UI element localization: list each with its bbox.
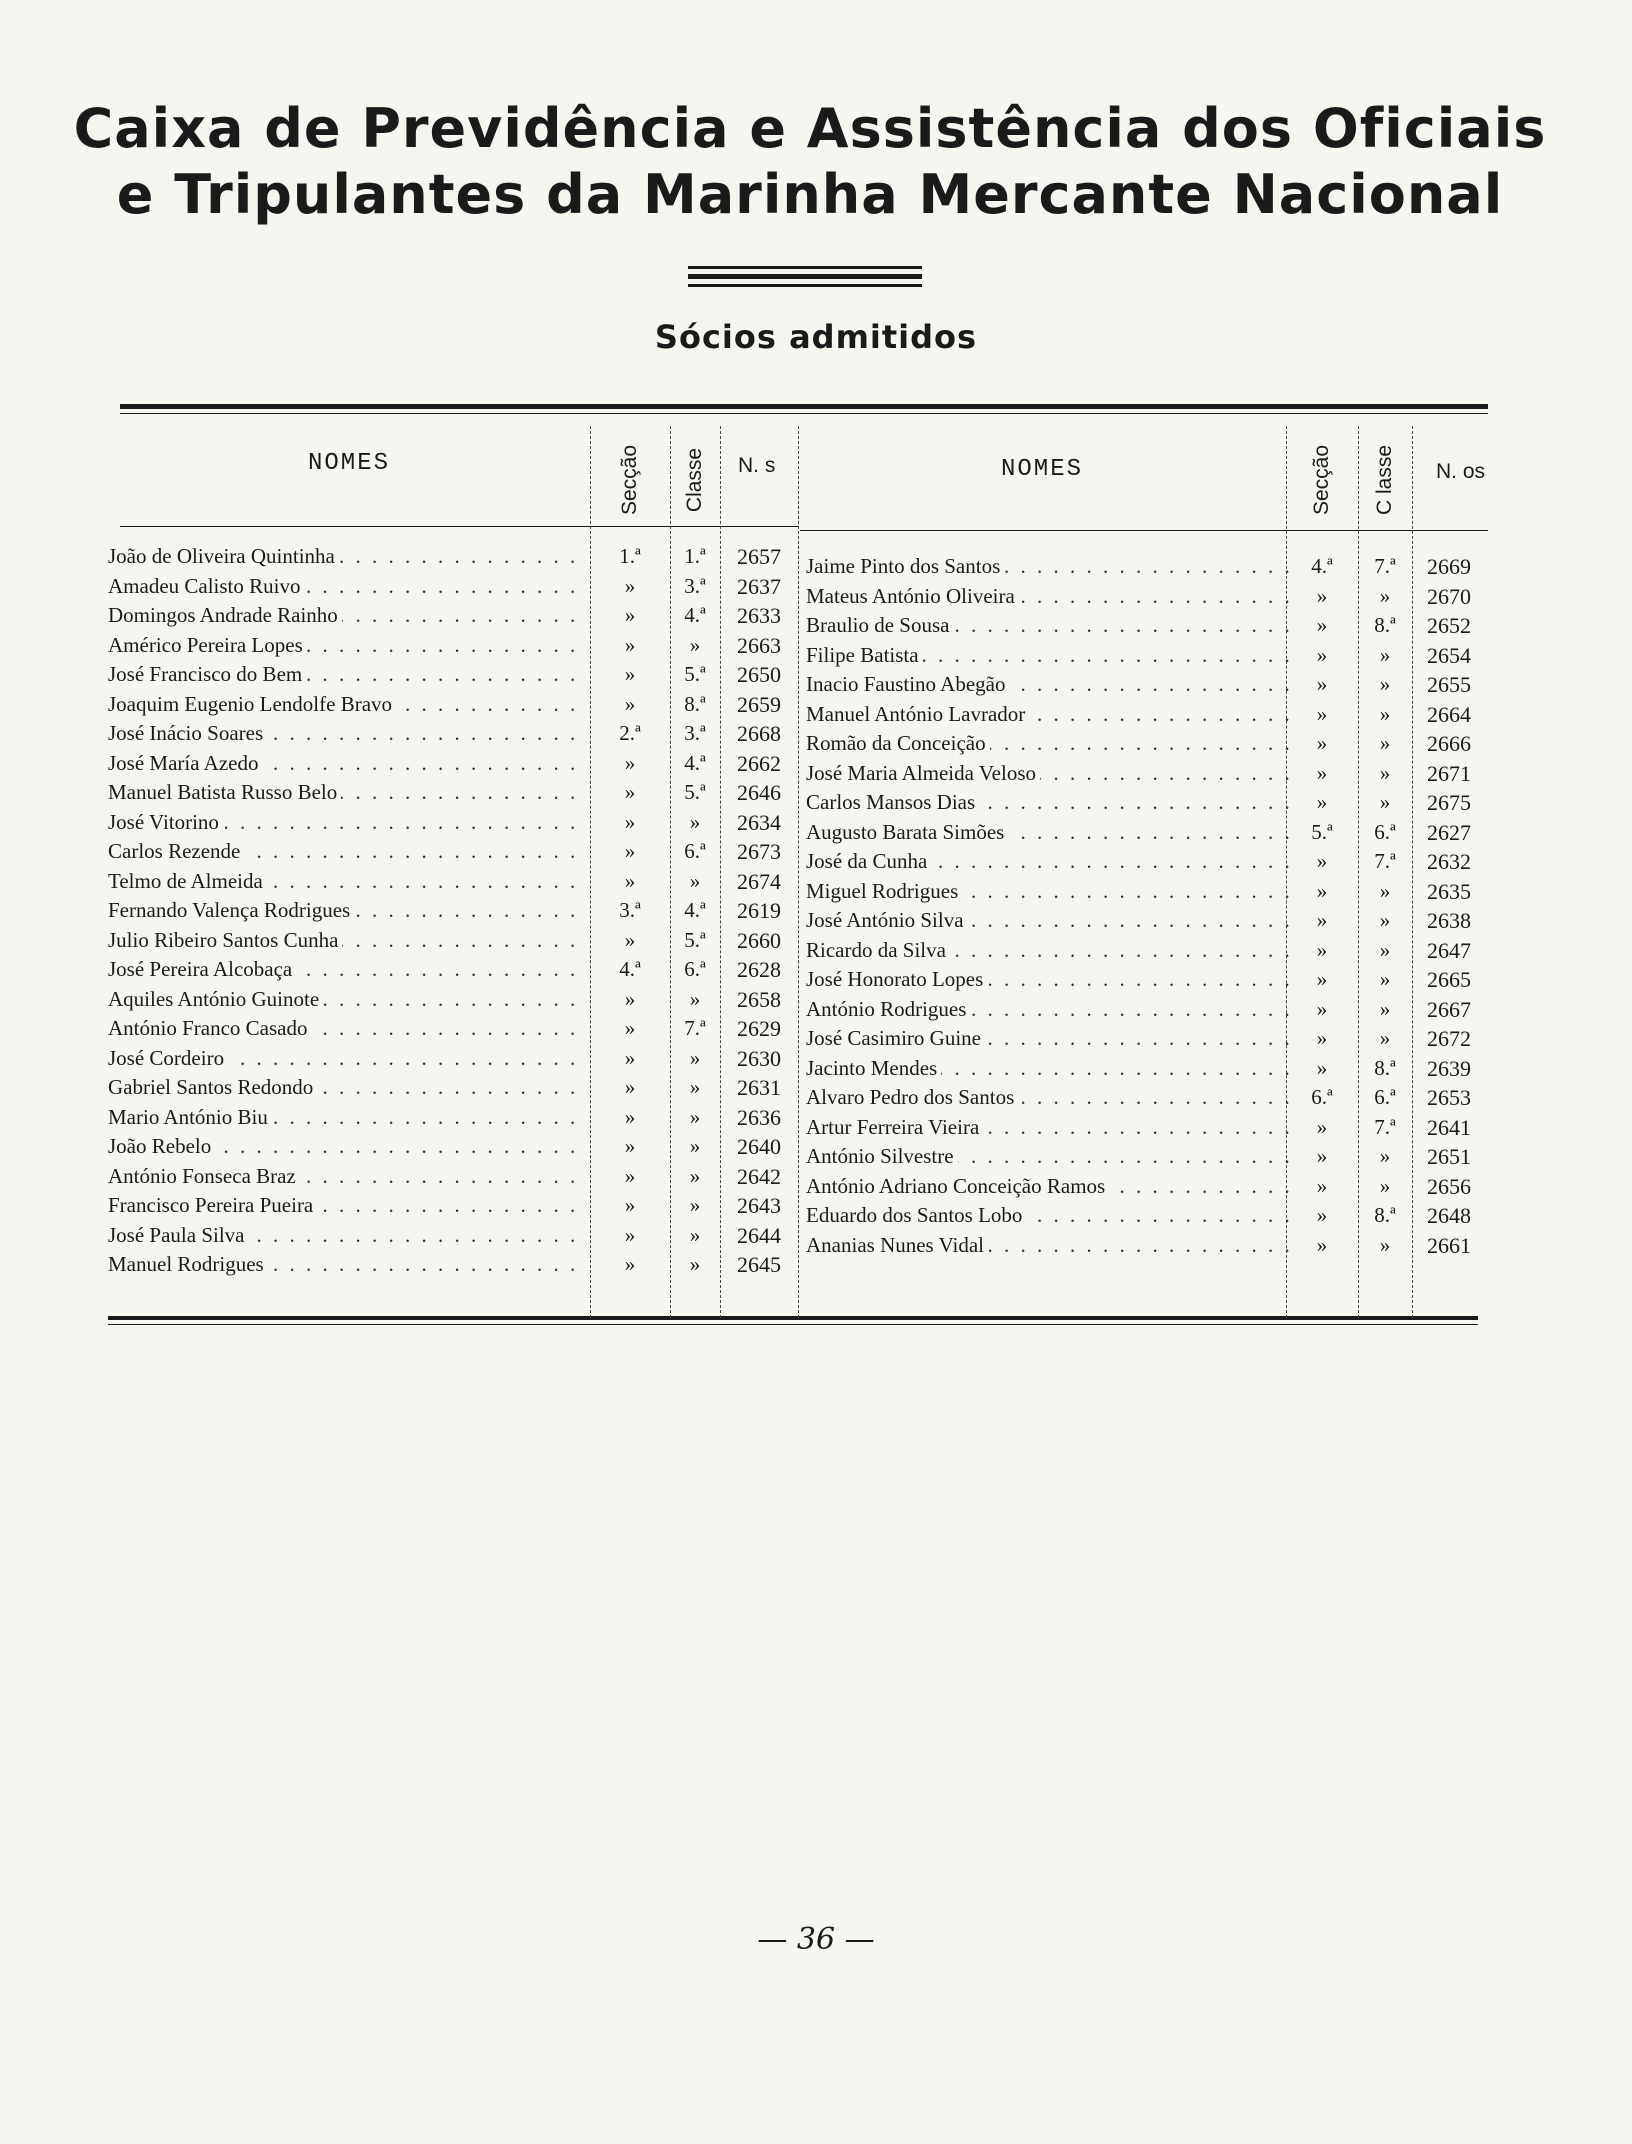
table-row bbox=[108, 1250, 798, 1280]
member-classe: » bbox=[1379, 878, 1391, 903]
table-row bbox=[108, 896, 798, 926]
member-classe: » bbox=[1379, 642, 1391, 667]
member-name: José António Silva . . . bbox=[806, 906, 1290, 936]
column-header-seccao: Secção bbox=[617, 444, 641, 516]
member-classe: 3.ª bbox=[684, 721, 706, 745]
member-name: Gabriel Santos Redondo . . . bbox=[108, 1073, 586, 1103]
member-classe: 7.ª bbox=[1374, 849, 1396, 873]
member-numero: 2666 bbox=[1427, 731, 1471, 756]
member-numero: 2651 bbox=[1427, 1144, 1471, 1169]
member-classe: 7.ª bbox=[1374, 1114, 1396, 1139]
member-name: José Francisco do Bem . . . bbox=[108, 660, 586, 690]
member-seccao: » bbox=[1316, 583, 1328, 608]
member-numero: 2635 bbox=[1427, 878, 1471, 904]
member-classe: 6.ª bbox=[684, 957, 706, 981]
member-classe: » bbox=[1379, 790, 1391, 814]
member-classe: 1.ª bbox=[684, 544, 706, 568]
member-classe: » bbox=[689, 1134, 701, 1158]
member-name: Amadeu Calisto Ruivo . . . bbox=[108, 572, 586, 602]
member-classe: » bbox=[689, 868, 701, 893]
table-bottom-rule-thin bbox=[108, 1324, 1478, 1325]
table-row bbox=[108, 1073, 798, 1103]
member-numero: 2638 bbox=[1427, 908, 1471, 933]
member-classe: 8.ª bbox=[684, 691, 706, 716]
member-seccao: » bbox=[624, 691, 636, 716]
member-name: Domingos Andrade Rainho . . . bbox=[108, 601, 586, 631]
table-row bbox=[798, 877, 1486, 907]
member-classe: 7.ª bbox=[684, 1016, 706, 1040]
table-row bbox=[798, 847, 1486, 877]
table-row bbox=[798, 936, 1486, 966]
table-row bbox=[798, 641, 1486, 671]
member-numero: 2637 bbox=[737, 573, 781, 599]
member-numero: 2632 bbox=[1427, 849, 1471, 874]
member-seccao: » bbox=[1316, 967, 1328, 991]
member-seccao: » bbox=[624, 1163, 636, 1188]
member-name: Aquiles António Guinote . . . bbox=[108, 985, 586, 1015]
member-classe: » bbox=[689, 1222, 701, 1247]
member-name: José Honorato Lopes . . . bbox=[806, 965, 1290, 995]
member-seccao: 4.ª bbox=[619, 957, 641, 981]
member-seccao: » bbox=[624, 750, 636, 775]
section-subtitle: Sócios admitidos bbox=[654, 318, 978, 356]
title-rule-1 bbox=[688, 266, 922, 269]
member-numero: 2669 bbox=[1427, 554, 1471, 579]
member-seccao: » bbox=[624, 1045, 636, 1070]
member-classe: » bbox=[689, 1104, 701, 1129]
member-classe: 6.ª bbox=[684, 839, 706, 863]
table-left-panel bbox=[108, 426, 798, 1318]
member-seccao: » bbox=[1316, 1144, 1328, 1168]
member-numero: 2656 bbox=[1427, 1173, 1471, 1199]
table-row bbox=[798, 1231, 1486, 1261]
member-seccao: » bbox=[1316, 1173, 1328, 1198]
table-row bbox=[798, 1113, 1486, 1143]
member-classe: 6.ª bbox=[1374, 819, 1396, 844]
member-name: Jacinto Mendes . . . bbox=[806, 1054, 1290, 1084]
table-row bbox=[108, 1132, 798, 1162]
member-seccao: » bbox=[1316, 731, 1328, 755]
member-seccao: » bbox=[624, 1193, 636, 1217]
member-classe: » bbox=[1379, 760, 1391, 785]
table-top-rule-thin bbox=[120, 413, 1488, 414]
member-classe: » bbox=[1379, 908, 1391, 932]
member-numero: 2633 bbox=[737, 603, 781, 628]
table-row bbox=[798, 818, 1486, 848]
member-name: Mario António Biu . . . bbox=[108, 1103, 586, 1133]
member-numero: 2672 bbox=[1427, 1026, 1471, 1051]
table-row bbox=[798, 611, 1486, 641]
member-classe: 5.ª bbox=[684, 927, 706, 952]
table-row bbox=[108, 808, 798, 838]
member-numero: 2630 bbox=[737, 1045, 781, 1071]
member-seccao: 2.ª bbox=[619, 721, 641, 745]
member-classe: » bbox=[1379, 1026, 1391, 1050]
member-classe: » bbox=[1379, 1232, 1391, 1257]
member-name: José Cordeiro . . . bbox=[108, 1044, 586, 1074]
member-numero: 2661 bbox=[1427, 1232, 1471, 1258]
member-numero: 2636 bbox=[737, 1104, 781, 1130]
member-name: Jaime Pinto dos Santos . . . bbox=[806, 552, 1290, 582]
member-name: José Inácio Soares . . . bbox=[108, 719, 586, 749]
member-numero: 2675 bbox=[1427, 790, 1471, 815]
member-classe: » bbox=[1379, 731, 1391, 755]
member-seccao: » bbox=[624, 1016, 636, 1040]
member-classe: » bbox=[1379, 1144, 1391, 1168]
member-seccao: » bbox=[1316, 908, 1328, 932]
member-name: Ricardo da Silva . . . bbox=[806, 936, 1290, 966]
table-row bbox=[798, 759, 1486, 789]
member-seccao: » bbox=[624, 1075, 636, 1099]
table-row bbox=[798, 552, 1486, 582]
member-name: António Fonseca Braz . . . bbox=[108, 1162, 586, 1192]
member-seccao: » bbox=[624, 1104, 636, 1129]
column-header-classe: Classe bbox=[683, 447, 707, 513]
table-row bbox=[798, 582, 1486, 612]
member-name: Fernando Valença Rodrigues . . . bbox=[108, 896, 586, 926]
member-seccao: » bbox=[624, 868, 636, 893]
member-name: Braulio de Sousa . . . bbox=[806, 611, 1290, 641]
member-classe: 5.ª bbox=[684, 662, 706, 686]
member-name: Miguel Rodrigues . . . bbox=[806, 877, 1290, 907]
member-numero: 2667 bbox=[1427, 996, 1471, 1022]
table-row bbox=[108, 719, 798, 749]
member-numero: 2658 bbox=[737, 986, 781, 1012]
member-seccao: 1.ª bbox=[619, 544, 641, 568]
table-row bbox=[798, 1172, 1486, 1202]
member-name: Filipe Batista . . . bbox=[806, 641, 1290, 671]
table-row bbox=[798, 1083, 1486, 1113]
table-row bbox=[798, 670, 1486, 700]
member-numero: 2673 bbox=[737, 839, 781, 864]
member-seccao: » bbox=[1316, 849, 1328, 873]
title-rule-3 bbox=[688, 284, 922, 287]
member-name: José Paula Silva . . . bbox=[108, 1221, 586, 1251]
member-numero: 2634 bbox=[737, 809, 781, 835]
member-seccao: » bbox=[624, 839, 636, 863]
column-header-seccao-right: Secção bbox=[1309, 444, 1333, 516]
member-numero: 2642 bbox=[737, 1163, 781, 1189]
title-line-2: e Tripulantes da Marinha Mercante Nacional bbox=[116, 163, 1504, 226]
member-name: José Pereira Alcobaça . . . bbox=[108, 955, 586, 985]
member-seccao: » bbox=[1316, 1203, 1328, 1227]
table-row bbox=[108, 572, 798, 602]
member-name: Joaquim Eugenio Lendolfe Bravo . . . bbox=[108, 690, 586, 720]
table-row bbox=[108, 985, 798, 1015]
member-seccao: » bbox=[1316, 672, 1328, 696]
member-numero: 2668 bbox=[737, 721, 781, 746]
member-name: António Franco Casado . . . bbox=[108, 1014, 586, 1044]
member-seccao: » bbox=[1316, 642, 1328, 667]
member-numero: 2662 bbox=[737, 750, 781, 776]
member-seccao: » bbox=[1316, 701, 1328, 726]
member-seccao: 5.ª bbox=[1311, 819, 1333, 844]
table-row bbox=[108, 660, 798, 690]
column-header-numero-right: N. os bbox=[1436, 460, 1486, 483]
table-row bbox=[798, 1201, 1486, 1231]
member-numero: 2654 bbox=[1427, 642, 1471, 668]
member-classe: » bbox=[689, 1163, 701, 1188]
table-row bbox=[108, 1191, 798, 1221]
table-row bbox=[108, 1162, 798, 1192]
member-name: José Casimiro Guine . . . bbox=[806, 1024, 1290, 1054]
member-numero: 2657 bbox=[737, 544, 781, 569]
table-row bbox=[798, 1142, 1486, 1172]
member-classe: 7.ª bbox=[1374, 554, 1396, 578]
member-seccao: » bbox=[624, 632, 636, 657]
member-name: Américo Pereira Lopes . . . bbox=[108, 631, 586, 661]
member-seccao: » bbox=[1316, 1232, 1328, 1257]
member-seccao: » bbox=[1316, 760, 1328, 785]
member-numero: 2650 bbox=[737, 662, 781, 687]
member-classe: » bbox=[689, 809, 701, 834]
table-row bbox=[798, 906, 1486, 936]
member-name: Augusto Barata Simões . . . bbox=[806, 818, 1290, 848]
member-numero: 2652 bbox=[1427, 613, 1471, 638]
member-name: Manuel Batista Russo Belo . . . bbox=[108, 778, 586, 808]
member-seccao: » bbox=[624, 573, 636, 598]
member-seccao: » bbox=[1316, 937, 1328, 962]
member-name: Carlos Mansos Dias . . . bbox=[806, 788, 1290, 818]
member-seccao: » bbox=[624, 603, 636, 627]
member-seccao: » bbox=[1316, 613, 1328, 637]
member-numero: 2653 bbox=[1427, 1085, 1471, 1110]
table-row bbox=[108, 778, 798, 808]
title-rule-2 bbox=[688, 274, 922, 279]
member-seccao: » bbox=[624, 1252, 636, 1276]
member-classe: 8.ª bbox=[1374, 1203, 1396, 1227]
member-classe: 3.ª bbox=[684, 573, 706, 598]
member-numero: 2629 bbox=[737, 1016, 781, 1041]
member-classe: » bbox=[689, 1075, 701, 1099]
member-name: José María Azedo . . . bbox=[108, 749, 586, 779]
table-row bbox=[108, 542, 798, 572]
table-right-rows bbox=[798, 552, 1486, 1260]
member-name: António Rodrigues . . . bbox=[806, 995, 1290, 1025]
member-seccao: » bbox=[1316, 1055, 1328, 1080]
member-classe: 4.ª bbox=[684, 750, 706, 775]
member-seccao: » bbox=[624, 927, 636, 952]
member-name: Manuel Rodrigues . . . bbox=[108, 1250, 586, 1280]
member-name: Romão da Conceição . . . bbox=[806, 729, 1290, 759]
table-row bbox=[108, 1044, 798, 1074]
member-classe: 8.ª bbox=[1374, 613, 1396, 637]
page-title bbox=[60, 96, 1560, 228]
member-seccao: » bbox=[1316, 1114, 1328, 1139]
member-numero: 2631 bbox=[737, 1075, 781, 1100]
table-row bbox=[108, 1221, 798, 1251]
table-row bbox=[798, 1024, 1486, 1054]
member-seccao: » bbox=[624, 1222, 636, 1247]
member-classe: » bbox=[1379, 672, 1391, 696]
member-numero: 2619 bbox=[737, 898, 781, 923]
member-numero: 2670 bbox=[1427, 583, 1471, 609]
member-classe: » bbox=[1379, 701, 1391, 726]
member-numero: 2659 bbox=[737, 691, 781, 717]
member-name: Telmo de Almeida . . . bbox=[108, 867, 586, 897]
member-classe: » bbox=[689, 1193, 701, 1217]
member-name: Inacio Faustino Abegão . . . bbox=[806, 670, 1290, 700]
table-row bbox=[108, 749, 798, 779]
table-row bbox=[798, 788, 1486, 818]
member-numero: 2645 bbox=[737, 1252, 781, 1277]
table-row bbox=[108, 837, 798, 867]
member-numero: 2647 bbox=[1427, 937, 1471, 963]
member-seccao: 6.ª bbox=[1311, 1085, 1333, 1109]
member-classe: » bbox=[689, 986, 701, 1011]
member-classe: 8.ª bbox=[1374, 1055, 1396, 1080]
member-name: Artur Ferreira Vieira . . . bbox=[806, 1113, 1290, 1143]
member-name: José da Cunha . . . bbox=[806, 847, 1290, 877]
table-row bbox=[108, 690, 798, 720]
table-right-panel bbox=[798, 426, 1486, 1318]
column-header-numero: N. s bbox=[738, 454, 776, 477]
member-seccao: » bbox=[624, 1134, 636, 1158]
table-row bbox=[108, 955, 798, 985]
member-classe: » bbox=[1379, 1173, 1391, 1198]
member-name: João de Oliveira Quintinha . . . bbox=[108, 542, 586, 572]
member-numero: 2663 bbox=[737, 632, 781, 658]
member-name: Alvaro Pedro dos Santos . . . bbox=[806, 1083, 1290, 1113]
member-seccao: » bbox=[624, 780, 636, 804]
member-seccao: » bbox=[624, 986, 636, 1011]
member-classe: 4.ª bbox=[684, 603, 706, 627]
member-numero: 2665 bbox=[1427, 967, 1471, 992]
member-classe: » bbox=[1379, 583, 1391, 608]
table-row bbox=[798, 965, 1486, 995]
page-number: — 36 — bbox=[757, 1922, 875, 1957]
member-numero: 2644 bbox=[737, 1222, 781, 1248]
member-name: António Silvestre . . . bbox=[806, 1142, 1290, 1172]
member-numero: 2648 bbox=[1427, 1203, 1471, 1228]
member-classe: » bbox=[689, 1252, 701, 1276]
table-row bbox=[798, 729, 1486, 759]
member-numero: 2641 bbox=[1427, 1114, 1471, 1140]
table-row bbox=[798, 1054, 1486, 1084]
table-row bbox=[108, 631, 798, 661]
member-numero: 2664 bbox=[1427, 701, 1471, 727]
member-seccao: 4.ª bbox=[1311, 554, 1333, 578]
table-row bbox=[108, 1014, 798, 1044]
member-classe: » bbox=[1379, 967, 1391, 991]
member-numero: 2627 bbox=[1427, 819, 1471, 845]
member-name: José Maria Almeida Veloso . . . bbox=[806, 759, 1290, 789]
member-numero: 2640 bbox=[737, 1134, 781, 1159]
member-numero: 2628 bbox=[737, 957, 781, 982]
member-numero: 2643 bbox=[737, 1193, 781, 1218]
member-name: Ananias Nunes Vidal . . . bbox=[806, 1231, 1290, 1261]
member-classe: » bbox=[689, 632, 701, 657]
member-name: Carlos Rezende . . . bbox=[108, 837, 586, 867]
member-name: António Adriano Conceição Ramos . . . bbox=[806, 1172, 1290, 1202]
member-classe: » bbox=[1379, 937, 1391, 962]
member-numero: 2639 bbox=[1427, 1055, 1471, 1081]
column-header-nomes-right: NOMES bbox=[1000, 456, 1083, 483]
table-row bbox=[108, 1103, 798, 1133]
member-name: João Rebelo . . . bbox=[108, 1132, 586, 1162]
member-name: Manuel António Lavrador . . . bbox=[806, 700, 1290, 730]
table-row bbox=[108, 601, 798, 631]
member-name: Eduardo dos Santos Lobo . . . bbox=[806, 1201, 1290, 1231]
member-numero: 2674 bbox=[737, 868, 781, 894]
table-row bbox=[108, 867, 798, 897]
member-classe: 4.ª bbox=[684, 898, 706, 922]
member-seccao: 3.ª bbox=[619, 898, 641, 922]
member-name: Julio Ribeiro Santos Cunha . . . bbox=[108, 926, 586, 956]
member-name: Mateus António Oliveira . . . bbox=[806, 582, 1290, 612]
member-numero: 2655 bbox=[1427, 672, 1471, 697]
table-top-rule bbox=[120, 404, 1488, 409]
title-line-1: Caixa de Previdência e Assistência dos Oficiais bbox=[73, 97, 1547, 160]
column-header-nomes: NOMES bbox=[307, 450, 390, 477]
member-seccao: » bbox=[1316, 790, 1328, 814]
member-name: Francisco Pereira Pueira . . . bbox=[108, 1191, 586, 1221]
member-seccao: » bbox=[1316, 1026, 1328, 1050]
member-classe: 5.ª bbox=[684, 780, 706, 804]
member-numero: 2660 bbox=[737, 927, 781, 953]
member-numero: 2671 bbox=[1427, 760, 1471, 786]
member-classe: 6.ª bbox=[1374, 1085, 1396, 1109]
column-header-classe-right: C lasse bbox=[1373, 444, 1396, 516]
member-seccao: » bbox=[624, 662, 636, 686]
table-row bbox=[798, 700, 1486, 730]
member-classe: » bbox=[689, 1045, 701, 1070]
member-seccao: » bbox=[624, 809, 636, 834]
member-seccao: » bbox=[1316, 878, 1328, 903]
member-numero: 2646 bbox=[737, 780, 781, 805]
table-row bbox=[108, 926, 798, 956]
member-seccao: » bbox=[1316, 996, 1328, 1021]
member-classe: » bbox=[1379, 996, 1391, 1021]
table-row bbox=[798, 995, 1486, 1025]
table-left-rows bbox=[108, 542, 798, 1280]
member-name: José Vitorino . . . bbox=[108, 808, 586, 838]
